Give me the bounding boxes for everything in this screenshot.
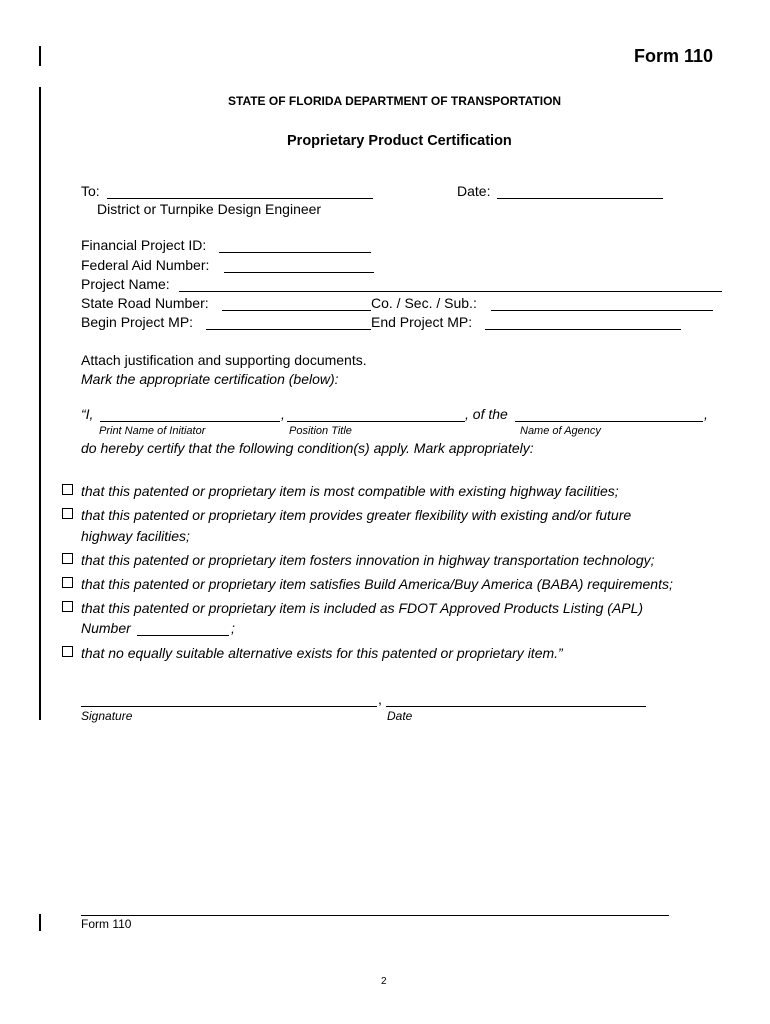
page-number: 2 [381,976,387,987]
signature-date-caption: Date [387,709,413,723]
certify-statement: do hereby certify that the following condition(s) apply. Mark appropriately: [81,440,534,456]
financial-project-id-field[interactable] [219,237,371,253]
open-quote-i: “I, [81,406,94,422]
project-name-field[interactable] [179,276,722,292]
to-sublabel: District or Turnpike Design Engineer [97,201,322,217]
comma-separator: , [281,406,285,422]
trailing-comma: , [704,406,708,422]
signature-field[interactable] [81,691,377,707]
option-flexibility-text-cont: highway facilities; [81,528,190,544]
checkbox-innovation[interactable] [62,553,73,564]
apl-number-field[interactable] [137,620,229,636]
state-road-number-field[interactable] [222,295,371,311]
co-sec-sub-field[interactable] [491,295,713,311]
option-innovation-text: that this patented or proprietary item fosters innovation in highway transportation technology; [81,552,655,568]
checkbox-no-alternative[interactable] [62,646,73,657]
begin-project-mp-field[interactable] [206,314,371,330]
begin-project-mp-label: Begin Project MP: [81,314,194,330]
signature-comma: , [378,691,382,707]
signature-date-field[interactable] [386,691,646,707]
checkbox-apl[interactable] [62,601,73,612]
date-label: Date: [457,183,491,199]
option-flexibility-text: that this patented or proprietary item provides greater flexibility with existing and/or future [81,507,632,523]
mark-instruction: Mark the appropriate certification (below): [81,371,339,387]
caption-position: Position Title [289,425,352,437]
to-label: To: [81,183,100,199]
end-project-mp-field[interactable] [485,314,681,330]
financial-project-id-label: Financial Project ID: [81,237,207,253]
revision-bar-footer [39,914,41,931]
apl-number-label: Number [81,620,131,636]
federal-aid-number-label: Federal Aid Number: [81,257,210,273]
position-title-field[interactable] [287,406,465,422]
option-compatible-text: that this patented or proprietary item is most compatible with existing highway facilities; [81,483,619,499]
option-no-alternative-text: that no equally suitable alternative exists for this patented or proprietary item.” [81,645,563,661]
date-field[interactable] [497,183,663,199]
end-project-mp-label: End Project MP: [371,314,473,330]
footer-rule [81,914,669,916]
federal-aid-number-field[interactable] [224,257,374,273]
agency-name-field[interactable] [515,406,703,422]
attach-instruction: Attach justification and supporting documents. [81,352,367,368]
option-apl-text: that this patented or proprietary item is included as FDOT Approved Products Listing (APL) [81,600,644,616]
form-label: Form 110 [634,46,714,66]
agency-name: STATE OF FLORIDA DEPARTMENT OF TRANSPORTATION [228,94,562,108]
caption-agency: Name of Agency [520,425,601,437]
checkbox-flexibility[interactable] [62,508,73,519]
project-name-label: Project Name: [81,276,170,292]
caption-initiator: Print Name of Initiator [99,425,206,437]
footer-form-label: Form 110 [81,917,132,931]
co-sec-sub-label: Co. / Sec. / Sub.: [371,295,477,311]
initiator-name-field[interactable] [100,406,280,422]
signature-caption: Signature [81,709,133,723]
revision-bar-main [39,87,41,720]
of-the-text: , of the [465,406,508,422]
revision-bar-top [39,46,41,66]
option-baba-text: that this patented or proprietary item satisfies Build America/Buy America (BABA) requirements; [81,576,673,592]
checkbox-baba[interactable] [62,577,73,588]
state-road-number-label: State Road Number: [81,295,209,311]
apl-number-semicolon: ; [231,620,235,636]
checkbox-compatible[interactable] [62,484,73,495]
form-title: Proprietary Product Certification [287,133,512,149]
to-field[interactable] [107,183,373,199]
